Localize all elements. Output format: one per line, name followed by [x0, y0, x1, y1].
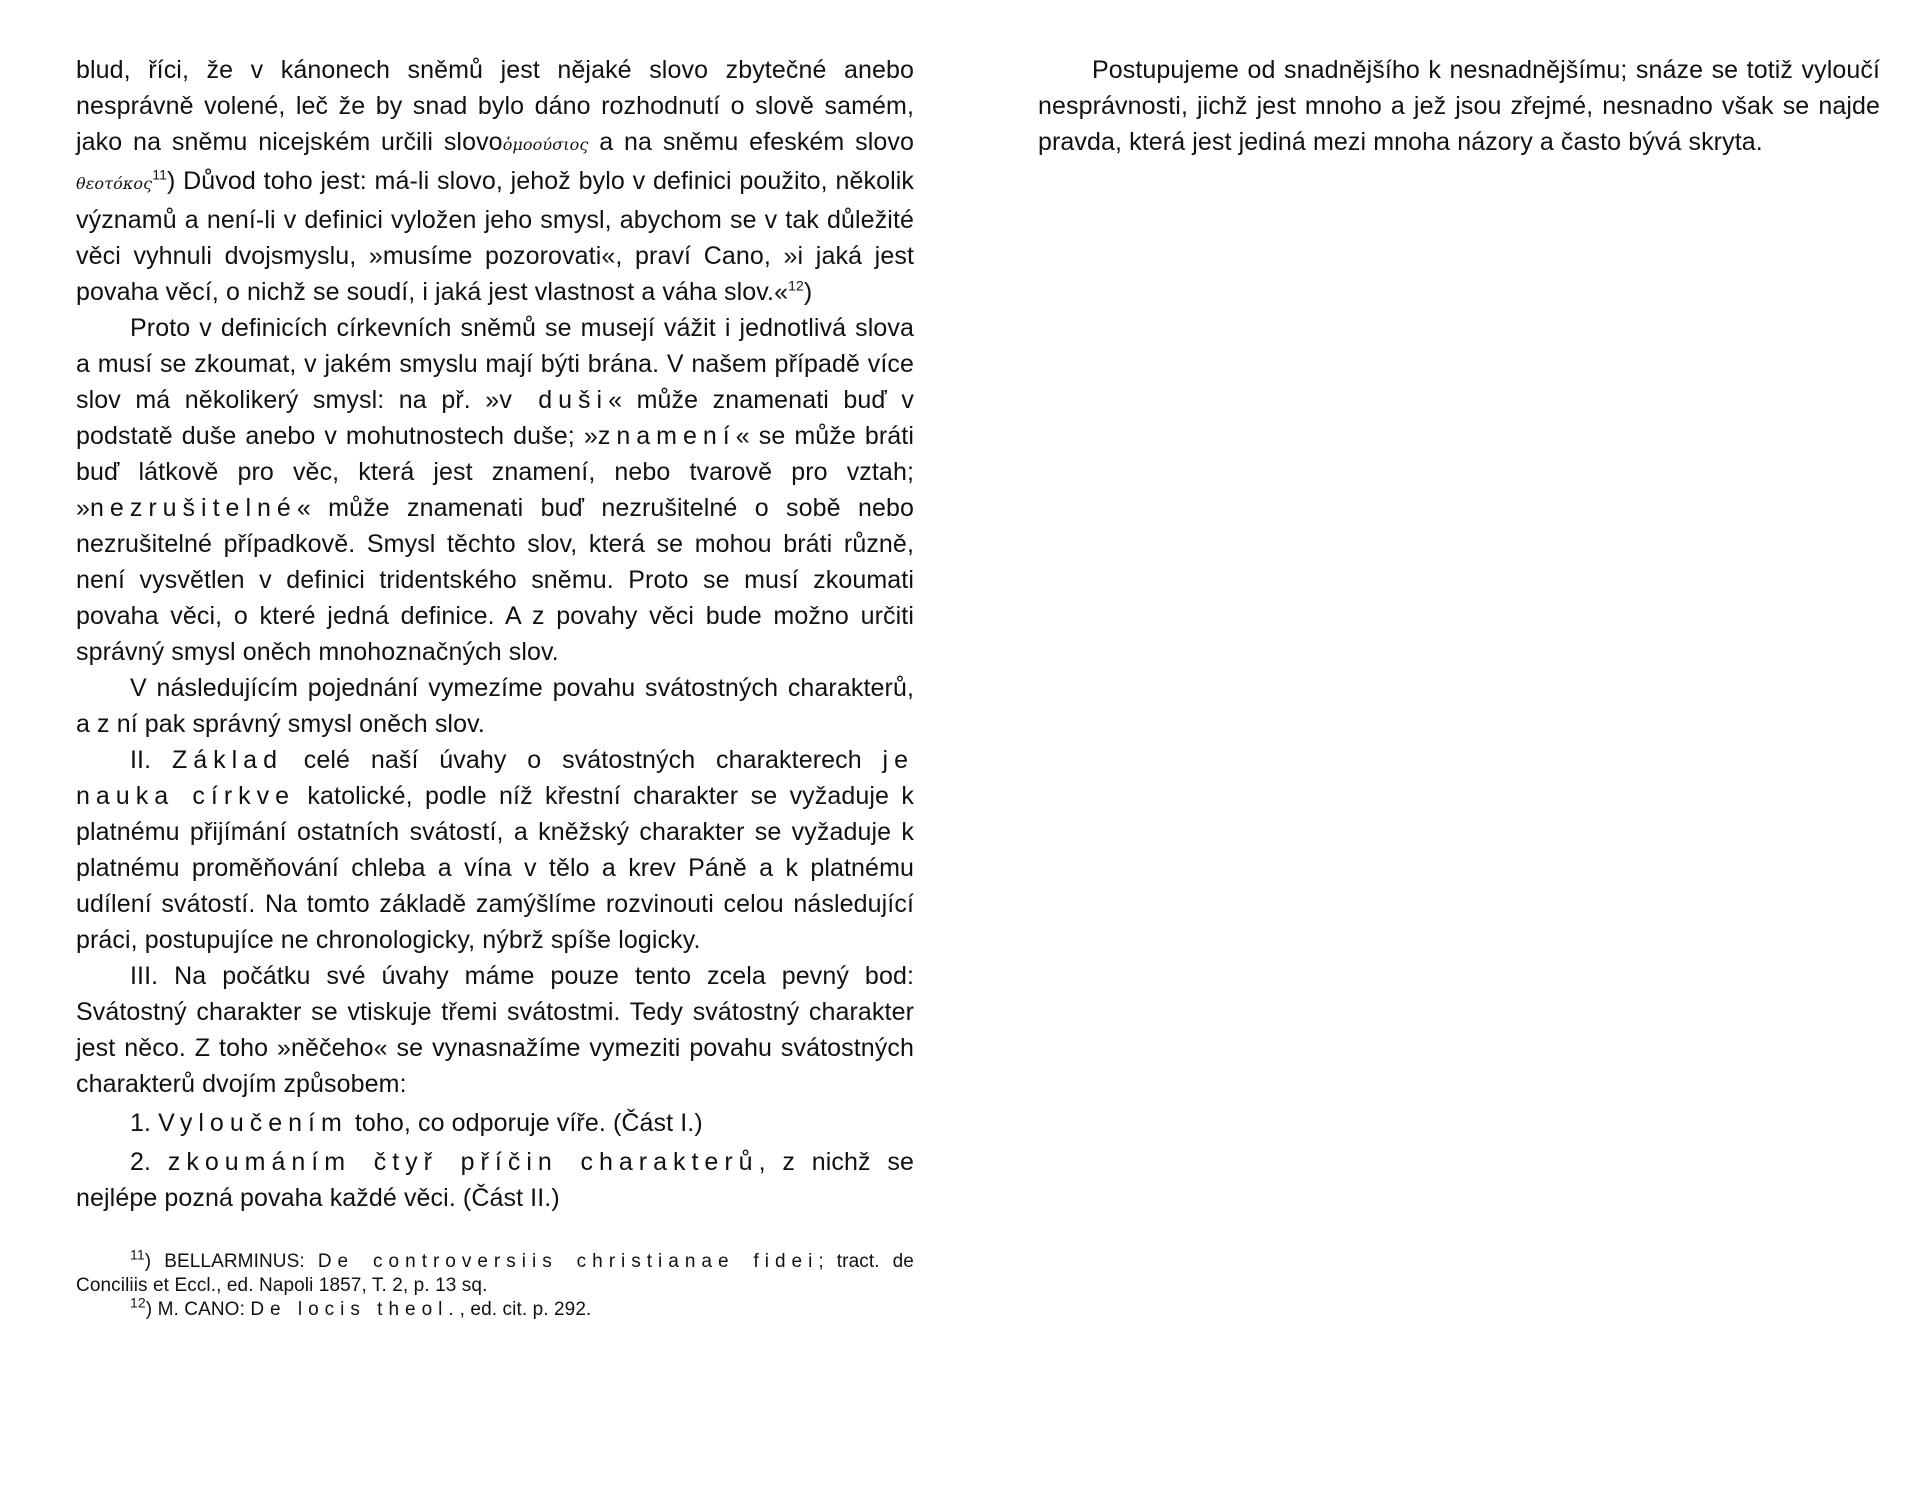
section-numeral-ii: II.: [130, 746, 172, 774]
right-paragraph: Postupujeme od snadnějšího k nesnadnějšímu; snáze se totiž vyloučí nesprávnosti, jichž jest mnoho a jež jsou zřejmé, nesnadno však se najde pravda, která jest jediná mezi mnoha názory a často bývá skryta.: [1038, 56, 1880, 156]
footnote-12-author: ) M. CANO:: [145, 1299, 251, 1320]
right-page: [966, 0, 1932, 1500]
footnotes: [76, 1246, 914, 1322]
right-text-column: [1038, 52, 1880, 160]
paragraph-1-intro: blud, říci, že v kánonech sněmů jest nějaké slovo zbytečné anebo nesprávně volené, leč že by snad bylo dáno rozhodnutí o slově samém, jako na sněmu nicejském určili slovo: [76, 56, 914, 156]
paragraph-2-text-b: « může znamenati buď v podstatě duše anebo v mohutnostech duše; »: [76, 386, 914, 450]
paragraph-4-section-ii: [76, 742, 914, 958]
spaced-term-v-dusi: v duši: [499, 386, 609, 414]
footnote-ref-12: 12: [788, 277, 804, 294]
paragraph-1-mid: a na sněmu efeském slovo: [588, 128, 915, 156]
footnote-11-work: De controversiis christianae fidei: [317, 1251, 819, 1272]
footnote-12-work: De locis theol.: [250, 1299, 460, 1320]
paragraph-1: [76, 52, 914, 310]
footnote-12-rest: , ed. cit. p. 292.: [459, 1299, 592, 1320]
footnote-ref-11: 11: [152, 166, 167, 183]
list-item-2-number: 2.: [130, 1148, 168, 1176]
greek-term-theotokos: θεοτόκος: [76, 174, 153, 193]
list-item-1-text: toho, co odporuje víře. (Část I.): [347, 1109, 703, 1137]
spaced-term-vyloucenim: Vyloučením: [158, 1109, 348, 1137]
paragraph-2-text-d: « může znamenati buď nezrušitelné o sobě nebo nezrušitelné případkově. Smysl těchto slov, která se mohou bráti různě, není vysvětlen v definici tridentského sněmu. Proto se musí zkoumati povaha věci, o které jedná definice. A z povahy věci bude možno určiti správný smysl oněch mnohoznačných slov.: [76, 494, 914, 666]
list-item-2: [76, 1144, 914, 1216]
paragraph-1-rest: ) Důvod toho jest: má-li slovo, jehož bylo v definici použito, několik významů a není-li v definici vyložen jeho smysl, abychom se v tak důležité věci vyhnuli dvojsmyslu, »musíme pozorovati«, praví Cano, »i jaká jest povaha věcí, o nichž se soudí, i jaká jest vlastnost a váha slov.«: [76, 167, 914, 306]
paragraph-2-text-c: « se může bráti buď látkově pro věc, která jest znamení, nebo tvarově pro vztah; »: [76, 422, 914, 522]
footnote-11: [76, 1246, 914, 1298]
paragraph-2-text-a: Proto v definicích církevních sněmů se musejí vážit i jednotlivá slova a musí se zkoumat, v jakém smyslu mají býti brána. V našem případě více slov má několikerý smysl: na př. »: [76, 314, 914, 414]
footnote-12: [76, 1294, 914, 1322]
paragraph-4-text-b: katolické, podle níž křestní charakter se vyžaduje k platnému přijímání ostatních svátostí, a kněžský charakter se vyžaduje k platnému proměňování chleba a vína v tělo a krev Páně a k platnému udílení svátostí. Na tomto základě zamýšlíme rozvinouti celou následující práci, postupujíce ne chronologicky, nýbrž spíše logicky.: [76, 782, 914, 954]
list-item-1: [76, 1105, 914, 1141]
paragraph-4-text-a: celé naší úvahy o svátostných charakterech: [282, 746, 883, 774]
paragraph-5-section-iii: III. Na počátku své úvahy máme pouze tento zcela pevný bod: Svátostný charakter se vtiskuje třemi svátostmi. Tedy svátostný charakter jest něco. Z toho »něčeho« se vynasnažíme vymeziti povahu svátostných charakterů dvojím způsobem:: [76, 962, 914, 1098]
left-text-column: [76, 52, 914, 1322]
paragraph-1-close: ): [803, 278, 813, 306]
spaced-term-nezrusitelne: nezrušitelné: [90, 494, 297, 522]
spaced-term-zaklad: Základ: [171, 746, 283, 774]
paragraph-3: V následujícím pojednání vymezíme povahu svátostných charakterů, a z ní pak správný smysl oněch slov.: [76, 674, 914, 738]
footnote-11-author: ) BELLARMINUS:: [144, 1251, 318, 1272]
paragraph-2: [76, 310, 914, 670]
spaced-term-znameni: znamení: [597, 422, 736, 450]
list-item-2-text: , z nichž se nejlépe pozná povaha každé věci. (Část II.): [76, 1148, 914, 1212]
footnote-11-rest: ; tract. de Conciliis et Eccl., ed. Napoli 1857, T. 2, p. 13 sq.: [76, 1251, 914, 1296]
greek-term-homoousios: ὁμοούσιος: [502, 135, 589, 154]
spaced-term-nauka-cirkve: je nauka církve: [76, 746, 914, 810]
footnote-11-mark: 11: [130, 1246, 145, 1263]
footnote-12-mark: 12: [130, 1294, 146, 1311]
list-item-1-number: 1.: [130, 1109, 159, 1137]
spaced-term-zkoumanim-ctyr-pricin: zkoumáním čtyř příčin charakterů: [167, 1148, 759, 1176]
